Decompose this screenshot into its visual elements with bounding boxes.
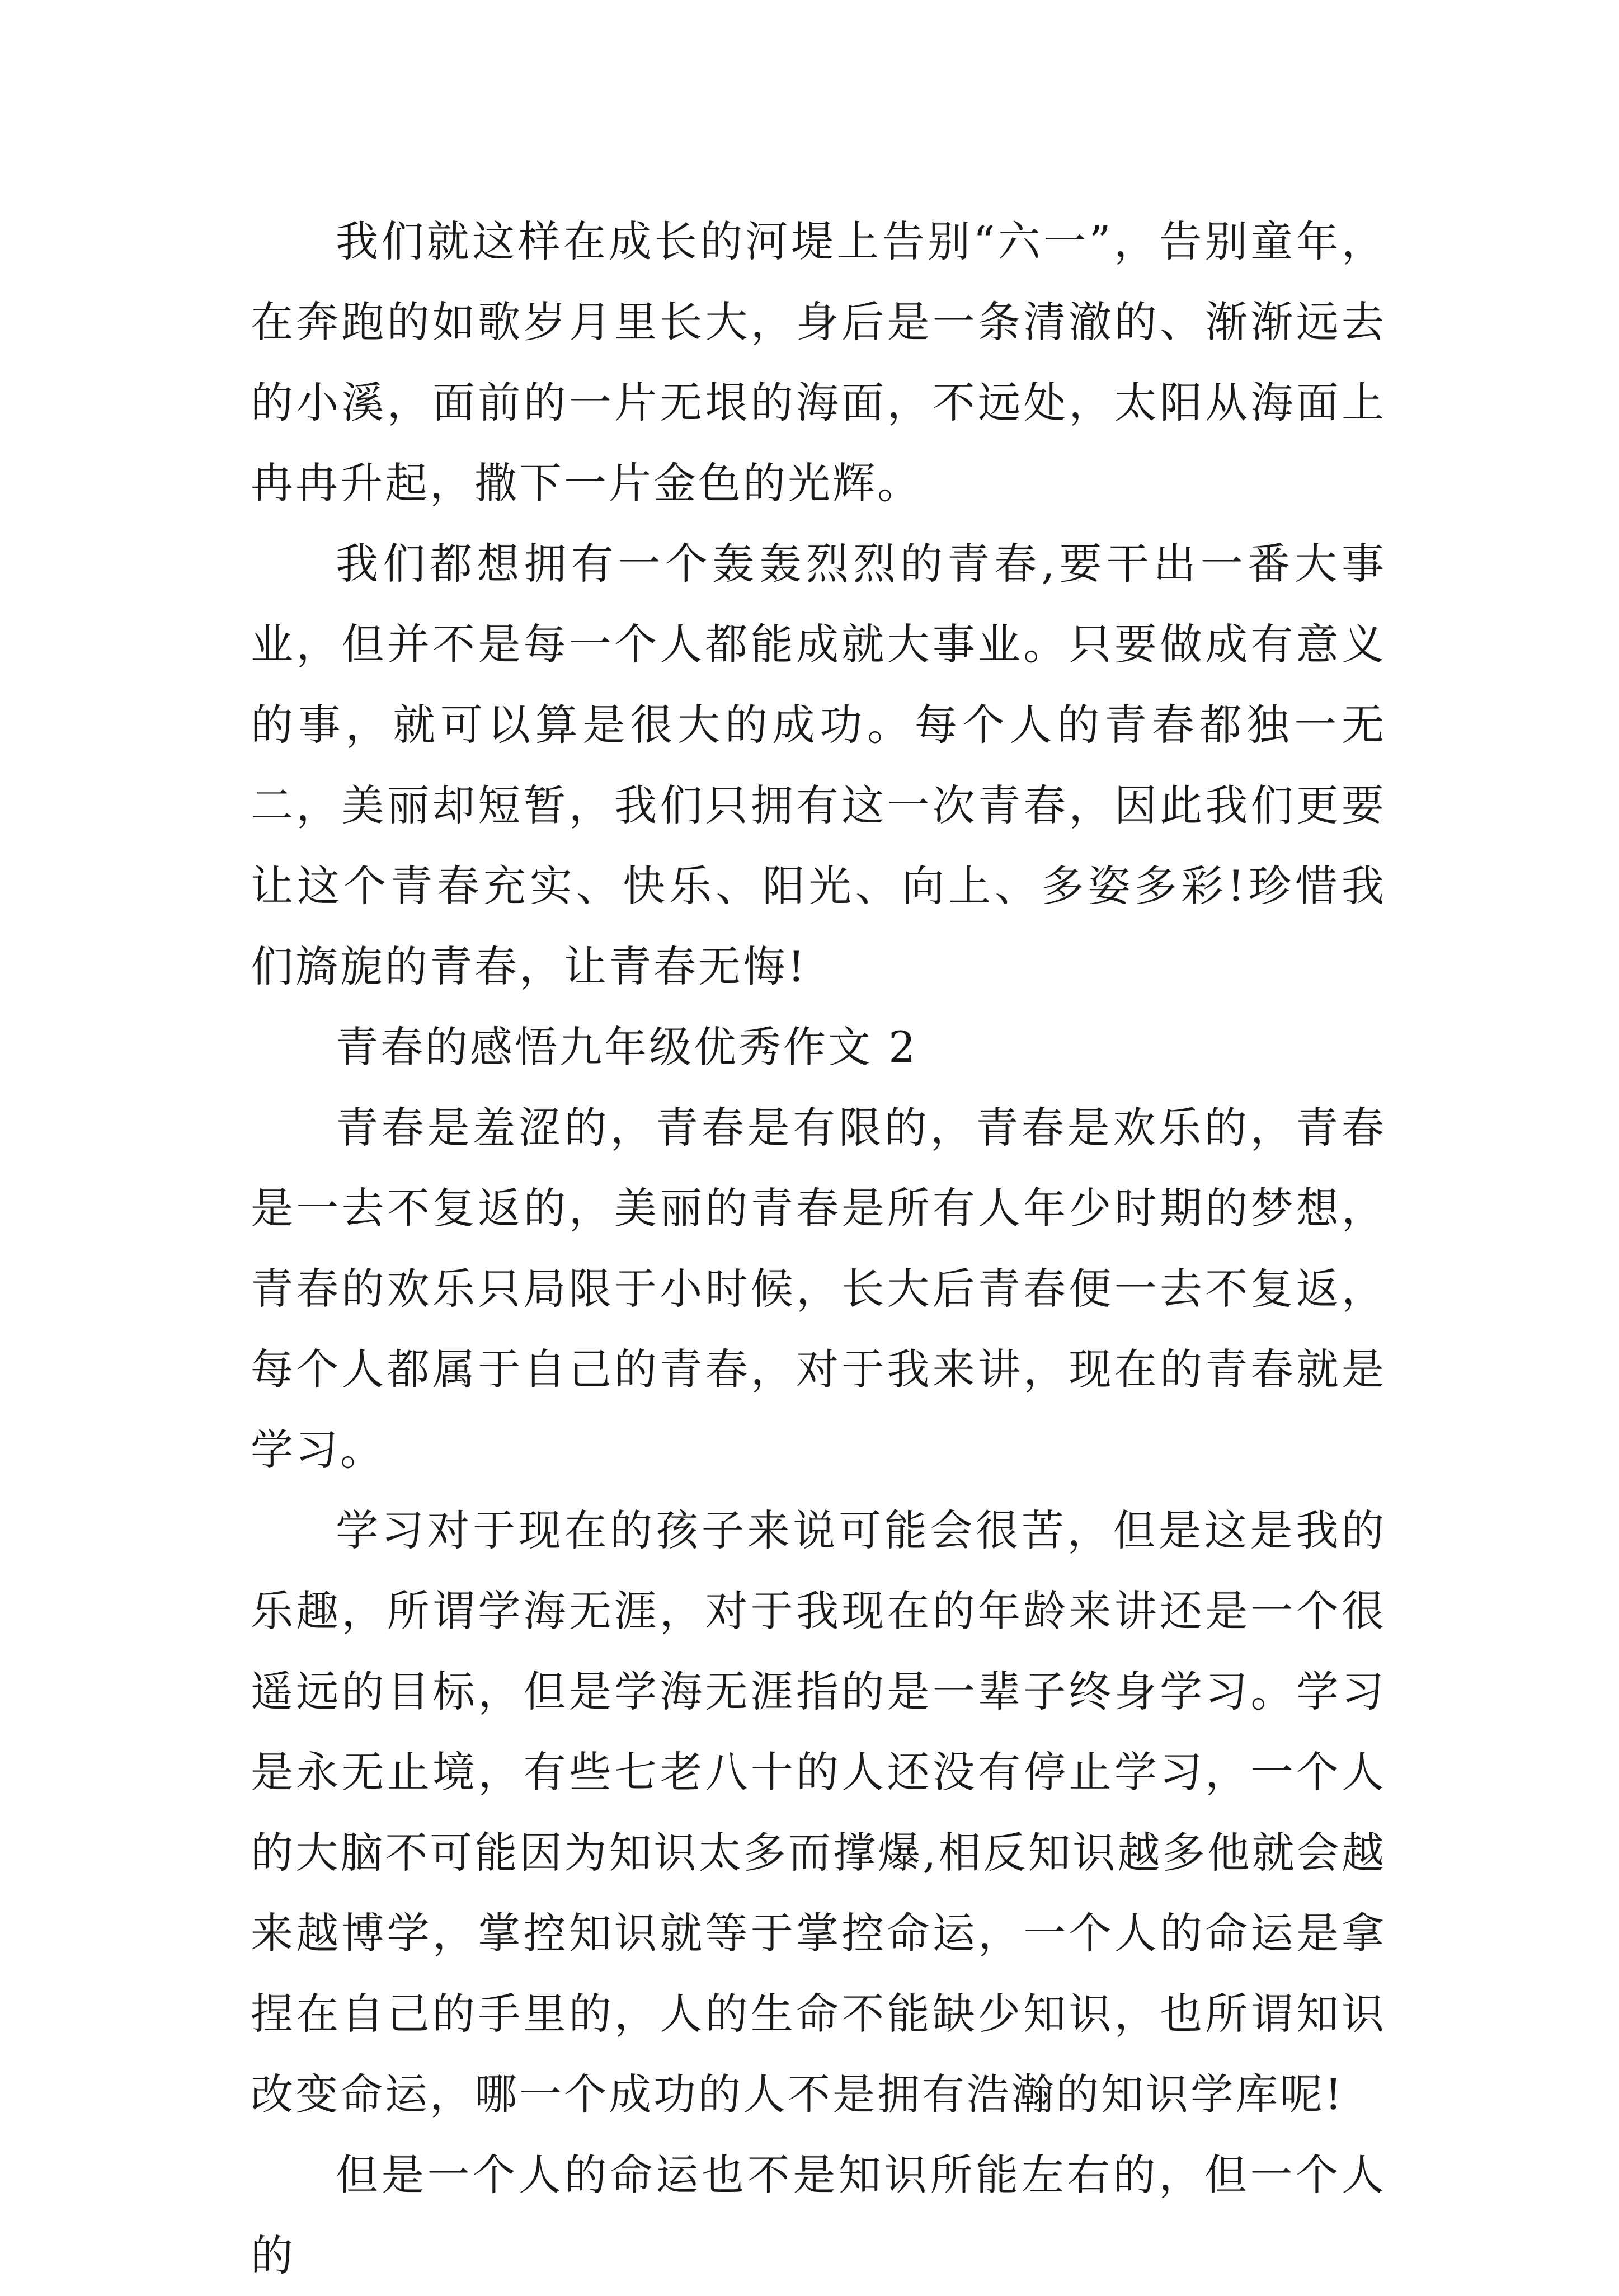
section-heading: 青春的感悟九年级优秀作文 2 [336,1022,918,1072]
paragraph: 但是一个人的命运也不是知识所能左右的，但一个人的 [251,2150,1386,2280]
paragraph: 我们就这样在成长的河堤上告别“六一”，告别童年，在奔跑的如歌岁月里长大，身后是一条清澈的、渐渐远去的小溪，面前的一片无垠的海面，不远处，太阳从海面上冉冉升起，撒下一片金色的光辉。 [251,217,1386,508]
paragraph: 学习对于现在的孩子来说可能会很苦，但是这是我的乐趣，所谓学海无涯，对于我现在的年龄来讲还是一个很遥远的目标，但是学海无涯指的是一辈子终身学习。学习是永无止境，有些七老八十的人还没有停止学习，一个人的大脑不可能因为知识太多而撑爆,相反知识越多他就会越来越博学，掌控知识就等于掌控命运，一个人的命运是拿捏在自己的手里的，人的生命不能缺少知识，也所谓知识改变命运，哪一个成功的人不是拥有浩瀚的知识学库呢! [251,1505,1386,2119]
document-body [251,201,1386,2296]
paragraph: 我们都想拥有一个轰轰烈烈的青春,要干出一番大事业，但并不是每一个人都能成就大事业。只要做成有意义的事，就可以算是很大的成功。每个人的青春都独一无二，美丽却短暂，我们只拥有这一次青春，因此我们更要让这个青春充实、快乐、阳光、向上、多姿多彩!珍惜我们旖旎的青春，让青春无悔! [251,539,1386,991]
paragraph: 青春是羞涩的，青春是有限的，青春是欢乐的，青春是一去不复返的，美丽的青春是所有人年少时期的梦想，青春的欢乐只局限于小时候，长大后青春便一去不复返，每个人都属于自己的青春，对于我来讲，现在的青春就是学习。 [251,1103,1386,1475]
